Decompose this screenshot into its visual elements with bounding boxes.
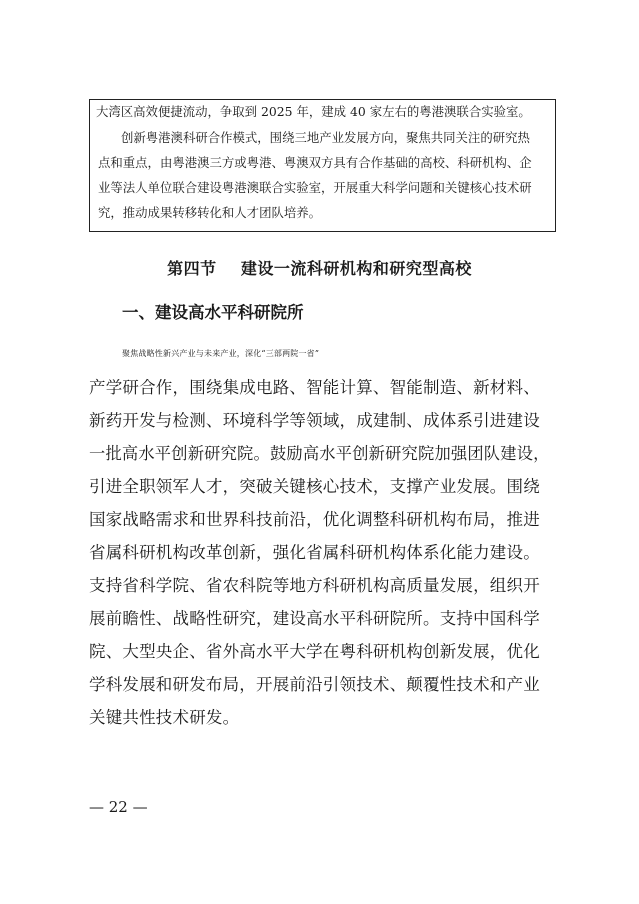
section-heading: 第四节 建设一流科研机构和研究型高校: [167, 259, 472, 278]
box-line: 业等法人单位联合建设粤港澳联合实验室，开展重大科学问题和关键核心技术研: [98, 180, 532, 195]
box-line: 创新粤港澳科研合作模式，围绕三地产业发展方向，聚焦共同关注的研究热: [121, 130, 530, 145]
box-line: 究，推动成果转移转化和人才团队培养。: [98, 205, 322, 220]
paragraph-line: 新药开发与检测、环境科学等领域，成建制、成体系引进建设: [89, 411, 540, 430]
paragraph-line: 国家战略需求和世界科技前沿，优化调整科研机构布局，推进: [89, 510, 540, 529]
paragraph-line: 学科发展和研发布局，开展前沿引领技术、颠覆性技术和产业: [89, 675, 540, 694]
paragraph-line: 产学研合作，围绕集成电路、智能计算、智能制造、新材料、: [89, 378, 540, 397]
paragraph-line: 聚焦战略性新兴产业与未来产业，深化“三部两院一省”: [122, 349, 320, 358]
subheading: 一、建设高水平科研院所: [122, 303, 304, 322]
box-line: 大湾区高效便捷流动，争取到 2025 年，建成 40 家左右的粤港澳联合实验室。: [96, 104, 531, 119]
boxed-text-panel: [89, 99, 556, 232]
paragraph-line: 展前瞻性、战略性研究，建设高水平科研院所。支持中国科学: [89, 609, 540, 628]
paragraph-line: 引进全职领军人才，突破关键核心技术，支撑产业发展。围绕: [89, 477, 540, 496]
paragraph-line: 关键共性技术研发。: [89, 708, 240, 727]
paragraph-line: 院、大型央企、省外高水平大学在粤科研机构创新发展，优化: [89, 642, 540, 661]
box-line: 点和重点，由粤港澳三方或粤港、粤澳双方具有合作基础的高校、科研机构、企: [98, 155, 532, 170]
paragraph-line: 支持省科学院、省农科院等地方科研机构高质量发展，组织开: [89, 576, 540, 595]
paragraph-line: 一批高水平创新研究院。鼓励高水平创新研究院加强团队建设，: [89, 444, 550, 463]
paragraph-line: 省属科研机构改革创新，强化省属科研机构体系化能力建设。: [89, 543, 540, 562]
page-number: — 22 —: [89, 798, 148, 816]
